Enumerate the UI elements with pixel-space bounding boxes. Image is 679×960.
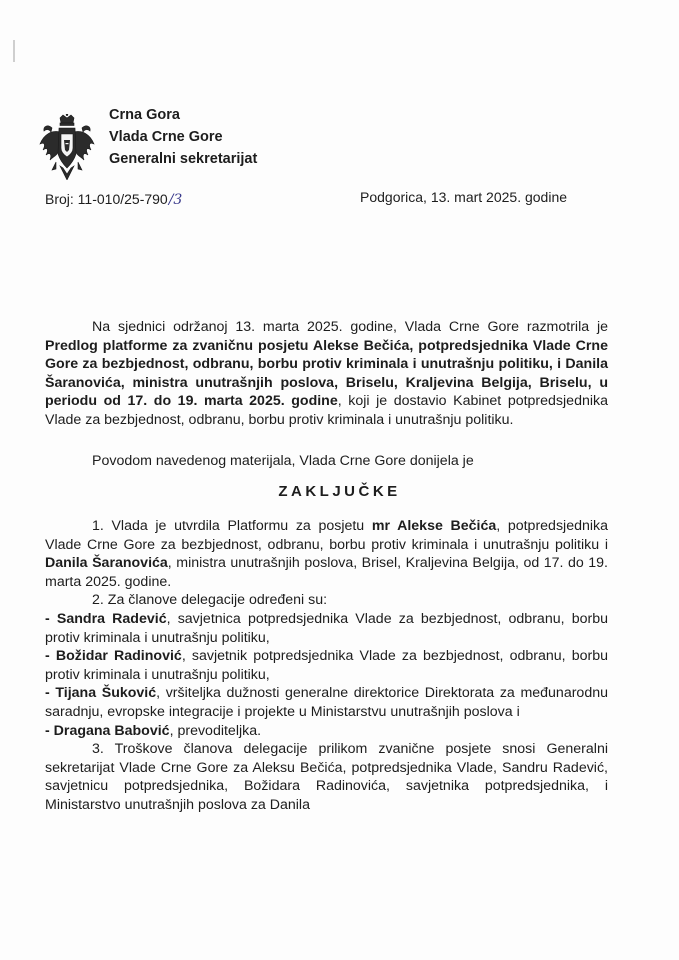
item1-text-2: , potpredsjednika Vlade Crne Gore za bezbjednost, odbranu, borbu protiv kriminala i unutrašnju politiku i: [45, 518, 609, 553]
intro-bold-title: Predlog platforme za zvaničnu posjetu Alekse Bečića, potpredsjednika Vlade Crne Gore za bezbjednost, odbranu, borbu protiv kriminala i unutrašnju politiku, i Danila Šaranovića, ministra unutrašnjih poslova, Briselu, Kraljevina Belgija, Briselu, u periodu od 17. do 19. marta 2025. godine: [45, 337, 608, 410]
member-dash: -: [45, 685, 56, 702]
member-name: Sandra Radević: [56, 610, 167, 627]
item1-bold-2: Danila Šaranovića: [45, 555, 168, 572]
member-role: , vršiteljka dužnosti generalne direktorice Direktorata za međunarodnu saradnju, evropske integracije i projekte u Ministarstvu unutrašnjih poslova i: [45, 685, 608, 720]
conclusion-item-2-intro: 2. Za članove delegacije određeni su:: [92, 592, 328, 609]
member-dash: -: [45, 722, 54, 739]
montenegro-coat-of-arms-icon: [38, 114, 96, 180]
member-role: , savjetnica potpredsjednika Vlade za bezbjednost, odbranu, borbu protiv kriminala i unutrašnju politiku,: [45, 610, 608, 646]
place-date: Podgorica, 13. mart 2025. godine: [360, 189, 568, 205]
conclusions-list: [45, 517, 608, 815]
handwritten-suffix: /3: [168, 192, 183, 208]
intro-text-2: , koji je dostavio Kabinet potpredsjednika Vlade za bezbjednost, odbranu, borbu protiv kriminala i unutrašnju politiku.: [45, 393, 608, 428]
conclusions-heading: ZAKLJUČKE: [278, 483, 401, 500]
item1-bold-1: mr Alekse Bečića: [371, 518, 497, 534]
reference-number-text: Broj: 11-010/25-790: [45, 191, 168, 207]
intro-paragraph: [45, 318, 608, 430]
office-name: Generalni sekretarijat: [109, 151, 258, 167]
delegation-member: [45, 722, 608, 741]
member-role: , savjetnik potpredsjednika Vlade za bezbjednost, odbranu, borbu protiv kriminala i unutrašnju politiku,: [45, 648, 608, 683]
member-role: , prevoditeljka.: [169, 722, 262, 739]
delegation-member: [45, 610, 608, 647]
item1-text-3: , ministra unutrašnjih poslova, Brisel, Kraljevina Belgija, od 17. do 19. marta 2025. godine.: [45, 555, 608, 590]
member-name: Dragana Babović: [53, 722, 170, 739]
scan-mark: [13, 40, 15, 62]
member-dash: -: [45, 648, 56, 665]
member-name: Božidar Radinović: [55, 648, 182, 665]
country-name: Crna Gora: [109, 107, 180, 123]
reference-number: [45, 191, 182, 208]
delegation-member: [45, 684, 608, 721]
government-name: Vlada Crne Gore: [109, 129, 223, 145]
intro-paragraph-2: Povodom navedenog materijala, Vlada Crne Gore donijela je: [92, 453, 474, 469]
conclusion-item-3: 3. Troškove članova delegacije prilikom zvanične posjete snosi Generalni sekretarijat Vlade Crne Gore za Aleksu Bečića, potpredsjednika Vlade, Sandru Radević, savjetnicu potpredsjednika, Božidara Radinovića, savjetnika potpredsjednika, i Ministarstvo unutrašnjih poslova za Danila: [45, 741, 608, 813]
organization-block: [109, 104, 257, 170]
item1-text-1: 1. Vlada je utvrdila Platformu za posjetu: [92, 518, 372, 534]
member-dash: -: [45, 610, 57, 627]
conclusion-item-1: [45, 517, 608, 591]
member-name: Tijana Šuković: [55, 685, 157, 702]
intro-text-1: Na sjednici održanoj 13. marta 2025. godine, Vlada Crne Gore razmotrila je: [92, 319, 608, 335]
delegation-member: [45, 647, 608, 684]
